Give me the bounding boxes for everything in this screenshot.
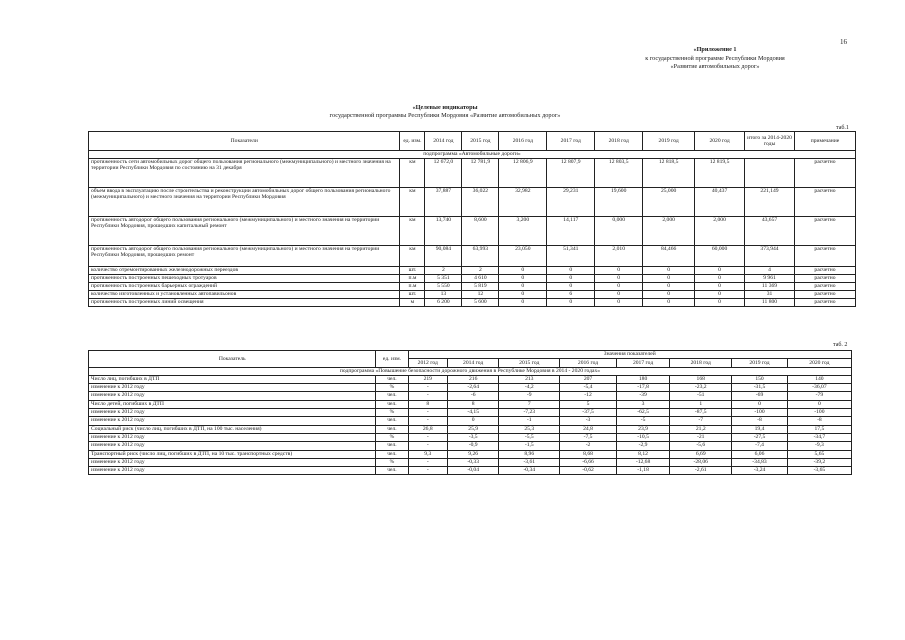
table2-indicator-cell: Число детей, погибших в ДТП [89,400,376,408]
table1-value-cell: 11 800 [745,299,795,307]
table2-value-cell: - [408,409,448,417]
table1-value-cell: 84,466 [643,246,695,267]
table1-value-cell: 0 [547,275,595,283]
table2-value-cell: -3,24 [732,467,788,475]
table2-value-cell: - [408,433,448,441]
table2-value-cell: 24,8 [560,425,617,433]
table1-value-cell: 0 [643,267,695,275]
table-row [89,159,856,188]
table2-value-cell: -7 [670,417,732,425]
table2-value-cell: -7,4 [732,442,788,450]
table1-value-cell: 0 [595,275,643,283]
table2-value-cell: чел. [376,442,408,450]
table1-indicator-cell: протяженность построенных пешеходных тротуаров [89,275,400,283]
indicators-table-1 [88,131,856,307]
table1-value-cell: 12 806,9 [499,159,547,188]
table2-value-cell: чел. [376,375,408,383]
table1-value-cell: 12 672,0 [425,159,462,188]
table-row [89,275,856,283]
table1-value-cell: 0 [499,283,547,291]
table1-value-cell: 0 [595,291,643,299]
table2-value-cell: 0 [787,400,851,408]
table2-value-cell: 0 [448,417,499,425]
table2-value-cell: -39,2 [787,458,851,466]
table1-value-cell: км [400,246,425,267]
table2-value-cell: -7,5 [560,433,617,441]
table1-value-cell: 3,200 [499,217,547,246]
table2-value-cell: -2,9 [616,442,669,450]
table-row [89,384,852,392]
table2-value-cell: -2 [560,442,617,450]
table2-value-cell: -2,61 [670,467,732,475]
table2-value-cell: 1 [670,400,732,408]
table-row [89,425,852,433]
table2-value-cell: -5,4 [560,384,617,392]
table1-value-cell: 4 610 [462,275,499,283]
table2-year-cell: 2012 год [408,359,448,367]
table2-value-cell: чел. [376,467,408,475]
table2-value-cell: -1,18 [616,467,669,475]
table1-indicator-cell: количество отремонтированных железнодорожных переездов [89,267,400,275]
table2-value-cell: % [376,433,408,441]
table2-value-cell: -0,04 [448,467,499,475]
table2-value-cell: 8,96 [499,450,560,458]
table2-indicator-cell: изменение к 2012 году [89,467,376,475]
table2-value-cell: -23,2 [670,384,732,392]
table2-indicator-cell: Транспортный риск (число лиц, погибших в ДТП, на 10 тыс. транспортных средств) [89,450,376,458]
table-row [89,291,856,299]
table2-indicator-cell: Число лиц, погибших в ДТП [89,375,376,383]
table2-value-cell: -5,6 [670,442,732,450]
table2-value-cell: 9,3 [408,450,448,458]
table2-value-cell: -51 [670,392,732,400]
table1-value-cell: расчетно [794,267,855,275]
table2-label: таб. 2 [833,342,848,348]
table1-value-cell: 2 [462,267,499,275]
table1-value-cell: расчетно [794,283,855,291]
table2-value-cell: -3,65 [787,467,851,475]
table-row [89,217,856,246]
table1-value-cell: расчетно [794,188,855,217]
table2-value-cell: -5 [616,417,669,425]
table1-value-cell: 36,022 [462,188,499,217]
table2-year-cell: 2018 год [670,359,732,367]
table2-value-cell: чел. [376,400,408,408]
table2-value-cell: -0,34 [499,467,560,475]
table-row [89,375,852,383]
table1-value-cell: 0 [499,291,547,299]
table2-head-unit: ед. изм. [376,351,408,368]
table-row [89,467,852,475]
table2-value-cell: 8,68 [560,450,617,458]
document-title [280,104,610,121]
table1-value-cell: 12 818,5 [643,159,695,188]
table2-value-cell: - [408,467,448,475]
page-number: 16 [840,38,847,46]
table1-header-cell: 2015 год [462,132,499,151]
table2-indicator-cell: изменение к 2012 году [89,442,376,450]
table2-value-cell: -2,64 [448,384,499,392]
table1-value-cell: 2,010 [595,246,643,267]
table2-value-cell: 9,26 [448,450,499,458]
table1-value-cell: 19,600 [595,188,643,217]
table1-indicator-cell: протяженность построенных линий освещения [89,299,400,307]
table2-value-cell: 216 [448,375,499,383]
table2-value-cell: -4,2 [499,384,560,392]
table2-value-cell: -28,06 [670,458,732,466]
table1-indicator-cell: протяженность сети автомобильных дорог общего пользования регионального (межмуниципального) и местного значения на территории Республики Мордовия по состоянию на 31 декабря [89,159,400,188]
table1-value-cell: 0 [695,275,745,283]
table-row [89,400,852,408]
table1-header-cell: 2018 год [595,132,643,151]
table2-value-cell: % [376,409,408,417]
table-row [89,458,852,466]
table2-value-cell: -12,68 [616,458,669,466]
indicators-table-2 [88,350,852,475]
table1-value-cell: 0 [595,299,643,307]
table1-value-cell: 12 807,9 [547,159,595,188]
table1-header-cell: 2016 год [499,132,547,151]
table1-value-cell: 0 [695,267,745,275]
table2-value-cell: -1 [499,417,560,425]
table1-value-cell: 12 819,5 [695,159,745,188]
table2-value-cell: -6 [448,392,499,400]
table2-value-cell: -27,5 [732,433,788,441]
table1-value-cell: 6 200 [425,299,462,307]
table2-value-cell: -12 [560,392,617,400]
table2-head-values: Значения показателей [408,351,852,359]
table1-value-cell: 5 550 [425,283,462,291]
table2-value-cell: -3,61 [499,458,560,466]
table2-value-cell: -79 [787,392,851,400]
table1-value-cell: 0 [547,267,595,275]
table1-value-cell: 4 [745,267,795,275]
table1-header-cell: 2017 год [547,132,595,151]
appendix-line-3: «Развитие автомобильных дорог» [670,63,760,71]
table2-value-cell: чел. [376,425,408,433]
table2-value-cell: 17,5 [787,425,851,433]
table1-value-cell: расчетно [794,291,855,299]
table2-value-cell: -36,07 [787,384,851,392]
appendix-note [600,46,830,72]
table1-subprogram: подпрограмма «Автомобильные дороги» [89,151,856,159]
table-row [89,409,852,417]
table1-value-cell: 0 [595,283,643,291]
table-row [89,188,856,217]
table1-value-cell: 2,000 [643,217,695,246]
table-row [89,417,852,425]
table-row [89,442,852,450]
table1-value-cell: п.м [400,283,425,291]
table1-value-cell: 373,944 [745,246,795,267]
table1-value-cell: шт. [400,267,425,275]
table1-value-cell: 13 [425,291,462,299]
table1-value-cell: 25,000 [643,188,695,217]
table2-value-cell: -0,62 [560,467,617,475]
table-row [89,392,852,400]
table1-value-cell: 13,740 [425,217,462,246]
table1-value-cell: 0 [695,291,745,299]
table2-value-cell: -5,5 [499,433,560,441]
table2-value-cell: - [408,392,448,400]
table2-indicator-cell: изменение к 2012 году [89,458,376,466]
table1-header-cell: 2020 год [695,132,745,151]
table2-indicator-cell: изменение к 2012 году [89,417,376,425]
table1-value-cell: 0 [643,275,695,283]
table2-value-cell: 25,9 [448,425,499,433]
table1-value-cell: 31 [745,291,795,299]
table2-value-cell: 180 [616,375,669,383]
table-row [89,299,856,307]
table2-value-cell: -100 [732,409,788,417]
table1-value-cell: 40,437 [695,188,745,217]
table1-value-cell: расчетно [794,275,855,283]
table2-value-cell: 26,8 [408,425,448,433]
table2-subprogram: подпрограмма «Повышение безопасности дорожного движения в Республике Мордовия в 2014 - 2020 годах» [89,367,852,375]
table1-value-cell: 0 [695,299,745,307]
table1-value-cell: 0 [499,267,547,275]
table1-value-cell: 32,982 [499,188,547,217]
table2-value-cell: 3 [616,400,669,408]
table1-value-cell: 0 [643,283,695,291]
table2-value-cell: % [376,458,408,466]
table1-header-cell: примечание [794,132,855,151]
table2-value-cell: 213 [499,375,560,383]
table1-label: таб.1 [836,125,849,131]
table2-value-cell: 140 [787,375,851,383]
table1-value-cell: 0,000 [595,217,643,246]
table2-value-cell: -4,15 [448,409,499,417]
table2-value-cell: -0,9 [448,442,499,450]
table1-value-cell: 43,657 [745,217,795,246]
table1-value-cell: 0 [499,275,547,283]
table2-value-cell: - [408,442,448,450]
table2-indicator-cell: изменение к 2012 году [89,392,376,400]
table1-value-cell: 0 [595,267,643,275]
table2-value-cell: -10,5 [616,433,669,441]
table2-value-cell: 19,4 [732,425,788,433]
table1-value-cell: 51,341 [547,246,595,267]
table2-value-cell: -3 [560,417,617,425]
table2-year-cell: 2020 год [787,359,851,367]
table1-header-cell: 2019 год [643,132,695,151]
table1-value-cell: м [400,299,425,307]
table1-value-cell: 0 [643,299,695,307]
table2-value-cell: -6,66 [560,458,617,466]
table1-value-cell: расчетно [794,246,855,267]
table2-value-cell: -39 [616,392,669,400]
table1-value-cell: км [400,188,425,217]
table1-value-cell: 5 351 [425,275,462,283]
table2-value-cell: -37,5 [560,409,617,417]
table2-value-cell: -3,5 [448,433,499,441]
table1-value-cell: 6 [547,291,595,299]
table2-value-cell: -8 [732,417,788,425]
table2-value-cell: 6,69 [670,450,732,458]
table2-value-cell: -17,8 [616,384,669,392]
table2-value-cell: 168 [670,375,732,383]
table1-value-cell: 11 369 [745,283,795,291]
table2-year-cell: 2015 год [499,359,560,367]
table2-value-cell: 8 [408,400,448,408]
table1-value-cell: 29,231 [547,188,595,217]
table2-value-cell: -21 [670,433,732,441]
table2-year-cell: 2016 год [560,359,617,367]
table1-indicator-cell: объем ввода в эксплуатацию после строительства и реконструкции автомобильных дорог общего пользования регионального (межмуниципального) и местного значения на территории Республики Мордовия [89,188,400,217]
table1-indicator-cell: протяженность автодорог общего пользования регионального (межмуниципального) и местного значения на территории Республики Мордовия, прошедших капитальный ремонт [89,217,400,246]
table2-value-cell: -34,83 [732,458,788,466]
table2-value-cell: -8 [787,417,851,425]
table1-value-cell: п.м [400,275,425,283]
table1-value-cell: 5 600 [462,299,499,307]
table2-value-cell: 5 [560,400,617,408]
table1-value-cell: 2 [425,267,462,275]
table2-value-cell: чел. [376,417,408,425]
table2-year-cell: 2017 год [616,359,669,367]
table2-value-cell: -87,5 [670,409,732,417]
table2-value-cell: -9 [499,392,560,400]
table1-value-cell: 23,050 [499,246,547,267]
table1-indicator-cell: протяженность автодорог общего пользования регионального (межмуниципального) и местного значения на территории Республики Мордовия, прошедших ремонт [89,246,400,267]
table1-value-cell: расчетно [794,217,855,246]
table2-value-cell: -100 [787,409,851,417]
table-row [89,283,856,291]
table1-value-cell: 9 961 [745,275,795,283]
table2-value-cell: 8,12 [616,450,669,458]
appendix-line-2: к государственной программе Республики Мордовия [645,54,785,62]
table2-value-cell: -34,7 [787,433,851,441]
table1-header-cell: ед. изм. [400,132,425,151]
table2-value-cell: 21,2 [670,425,732,433]
table1-indicator-cell: протяженность построенных барьерных ограждений [89,283,400,291]
table1-value-cell: 60,000 [695,246,745,267]
table2-value-cell: 6,06 [732,450,788,458]
table2-head-indicator: Показатель [89,351,376,368]
table2-value-cell: -7,23 [499,409,560,417]
table1-value-cell: 14,117 [547,217,595,246]
table2-indicator-cell: изменение к 2012 году [89,384,376,392]
table1-value-cell: 0 [499,299,547,307]
table1-value-cell: шт. [400,291,425,299]
table2-header-row [89,351,852,359]
table1-value-cell: 8,600 [462,217,499,246]
table2-subprogram-row [89,367,852,375]
table1-subprogram-row [89,151,856,159]
table2-value-cell: 8 [448,400,499,408]
table2-value-cell: 150 [732,375,788,383]
table2-value-cell: чел. [376,450,408,458]
table1-value-cell: 0 [695,283,745,291]
table2-value-cell: 219 [408,375,448,383]
table2-value-cell: чел. [376,392,408,400]
table1-indicator-cell: количество изготовленных и установленных автопавильонов [89,291,400,299]
table2-value-cell: % [376,384,408,392]
table2-value-cell: -1,5 [499,442,560,450]
table2-value-cell: -31,5 [732,384,788,392]
table1-value-cell: 0 [643,291,695,299]
table1-value-cell: 0 [547,283,595,291]
title-line-2: государственной программы Республики Мордовия «Развитие автомобильных дорог» [329,112,561,120]
table2-indicator-cell: изменение к 2012 году [89,409,376,417]
table2-value-cell: 207 [560,375,617,383]
table1-value-cell [745,159,795,188]
table-row [89,450,852,458]
table2-value-cell: 0 [732,400,788,408]
table2-value-cell: - [408,417,448,425]
table-row [89,246,856,267]
table-row [89,267,856,275]
table1-value-cell: расчетно [794,299,855,307]
table2-value-cell: -62,5 [616,409,669,417]
table1-value-cell: расчетно [794,159,855,188]
table2-value-cell: 25,3 [499,425,560,433]
table1-value-cell: км [400,217,425,246]
table2-indicator-cell: Социальный риск (число лиц, погибших в ДТП, на 100 тыс. населения) [89,425,376,433]
table1-value-cell: 90,084 [425,246,462,267]
table2-value-cell: - [408,384,448,392]
table2-value-cell: -69 [732,392,788,400]
table1-value-cell: 2,000 [695,217,745,246]
table2-value-cell: 5,65 [787,450,851,458]
table1-value-cell: 0 [547,299,595,307]
appendix-line-1: «Приложение 1 [693,46,737,53]
table2-year-cell: 2019 год [732,359,788,367]
table1-header-row [89,132,856,151]
table2-value-cell: -9,3 [787,442,851,450]
table-row [89,433,852,441]
table2-value-cell: 7 [499,400,560,408]
table1-value-cell: км [400,159,425,188]
title-line-1: «Целевые индикаторы [412,104,478,111]
table1-header-cell: 2014 год [425,132,462,151]
table1-value-cell: 37,887 [425,188,462,217]
table1-value-cell: 63,993 [462,246,499,267]
table2-value-cell: -0,33 [448,458,499,466]
table2-value-cell: 23,9 [616,425,669,433]
table2-indicator-cell: изменение к 2012 году [89,433,376,441]
table1-header-cell: итого за 2014-2020 годы [745,132,795,151]
table1-value-cell: 12 [462,291,499,299]
table2-value-cell: - [408,458,448,466]
table2-year-cell: 2014 год [448,359,499,367]
table1-value-cell: 12 781,9 [462,159,499,188]
table1-value-cell: 12 803,5 [595,159,643,188]
table1-value-cell: 5 819 [462,283,499,291]
table1-header-cell: Показатели [89,132,400,151]
table1-value-cell: 221,149 [745,188,795,217]
